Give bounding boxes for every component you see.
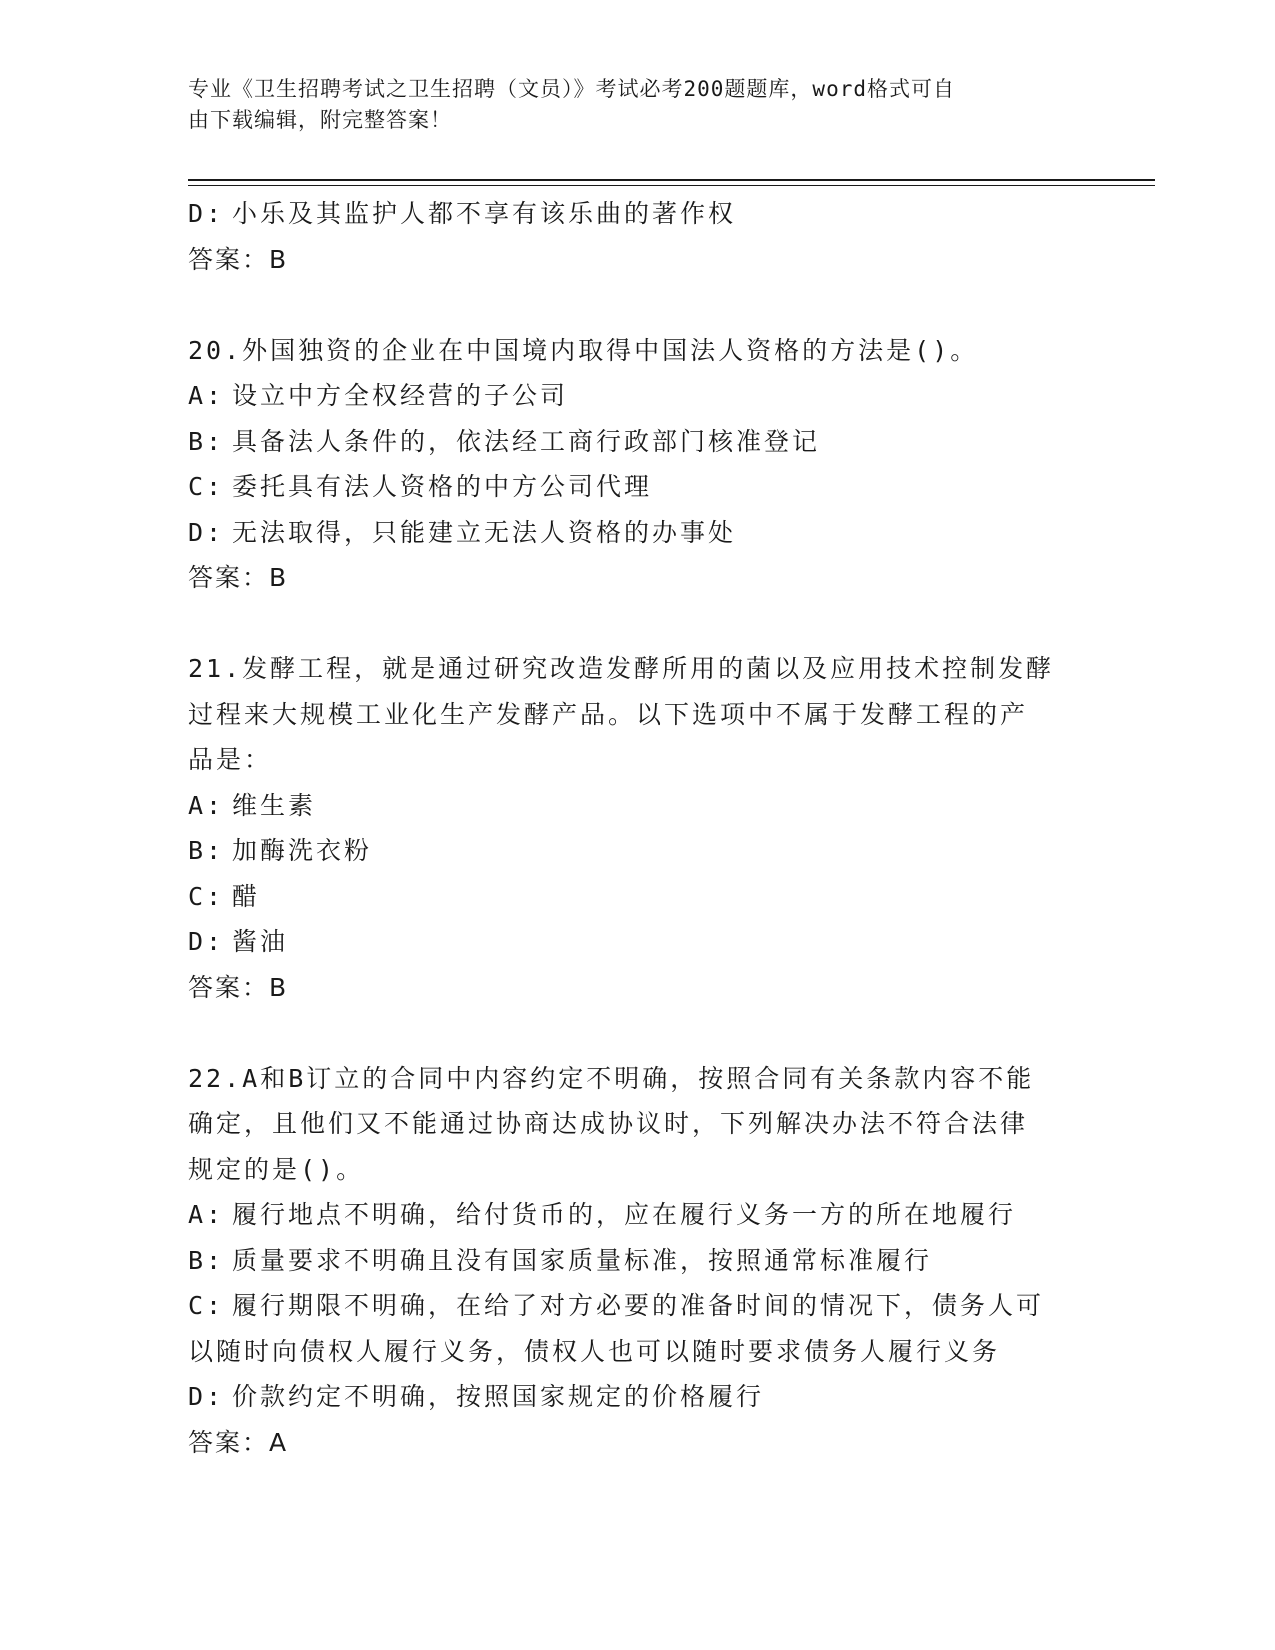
question-text-line-2: 确定，且他们又不能通过协商达成协议时，下列解决办法不符合法律	[188, 1109, 1029, 1138]
option-label: C:	[188, 1291, 225, 1320]
answer-line: 答案：B	[188, 563, 289, 592]
option-text: 委托具有法人资格的中方公司代理	[232, 472, 653, 501]
question-text-line-1: 21.发酵工程，就是通过研究改造发酵所用的菌以及应用技术控制发酵	[188, 654, 1055, 683]
option-d	[188, 191, 1088, 237]
option-text: 具备法人条件的，依法经工商行政部门核准登记	[232, 426, 821, 456]
question-text: 20.外国独资的企业在中国境内取得中国法人资格的方法是()。	[188, 335, 979, 365]
option-label: D:	[188, 199, 225, 228]
answer-line: 答案：B	[188, 244, 289, 274]
option-label: B:	[188, 1245, 225, 1275]
question-text-line-3: 品是：	[188, 745, 273, 774]
option-c	[188, 874, 1088, 920]
option-text: 酱油	[232, 927, 289, 956]
option-a	[188, 783, 1088, 829]
option-text: 履行地点不明确，给付货币的，应在履行义务一方的所在地履行	[232, 1200, 1017, 1229]
option-a	[188, 1192, 1088, 1238]
option-label: A:	[188, 790, 225, 820]
question-list	[188, 191, 1088, 1465]
option-text: 醋	[232, 881, 261, 911]
option-b	[188, 1238, 1088, 1284]
option-text: 加酶洗衣粉	[232, 836, 373, 865]
option-b	[188, 419, 1088, 465]
option-label: D:	[188, 927, 225, 956]
option-a	[188, 373, 1088, 419]
option-label: A:	[188, 1200, 225, 1229]
question-19-tail	[188, 191, 1088, 282]
option-text: 无法取得，只能建立无法人资格的办事处	[232, 517, 737, 547]
option-label: A:	[188, 381, 225, 410]
option-text: 以随时向债权人履行义务，债权人也可以随时要求债务人履行义务	[188, 1336, 1001, 1366]
option-label: D:	[188, 517, 225, 547]
option-b	[188, 828, 1088, 874]
header-divider-thick	[188, 179, 1155, 181]
option-d	[188, 919, 1088, 965]
option-label: C:	[188, 472, 225, 501]
question-21	[188, 646, 1088, 1010]
document-header	[188, 74, 1068, 136]
option-text: 设立中方全权经营的子公司	[232, 381, 569, 410]
spacer	[188, 282, 1088, 328]
option-c	[188, 1283, 1088, 1329]
question-text-line-2: 过程来大规模工业化生产发酵产品。以下选项中不属于发酵工程的产	[188, 699, 1029, 729]
option-label: B:	[188, 426, 225, 456]
header-line-2: 由下载编辑，附完整答案！	[188, 108, 452, 132]
option-text: 履行期限不明确，在给了对方必要的准备时间的情况下，债务人可	[232, 1291, 1045, 1320]
question-text-line-3: 规定的是()。	[188, 1154, 365, 1184]
answer-line: 答案：B	[188, 972, 289, 1002]
option-text: 小乐及其监护人都不享有该乐曲的著作权	[232, 199, 737, 228]
option-c-continued	[188, 1329, 1088, 1375]
option-c	[188, 464, 1088, 510]
question-20	[188, 328, 1088, 601]
option-text: 质量要求不明确且没有国家质量标准，按照通常标准履行	[232, 1245, 933, 1275]
option-label: B:	[188, 836, 225, 865]
option-d	[188, 1374, 1088, 1420]
option-text: 价款约定不明确，按照国家规定的价格履行	[232, 1382, 765, 1411]
option-d	[188, 510, 1088, 556]
spacer	[188, 601, 1088, 647]
spacer	[188, 1010, 1088, 1056]
question-text-line-1: 22.A和B订立的合同中内容约定不明确，按照合同有关条款内容不能	[188, 1063, 1035, 1093]
answer-line: 答案：A	[188, 1427, 289, 1457]
header-divider-thin	[188, 185, 1155, 186]
option-label: D:	[188, 1382, 225, 1411]
option-label: C:	[188, 881, 225, 911]
question-22	[188, 1056, 1088, 1466]
header-line-1: 专业《卫生招聘考试之卫生招聘（文员）》考试必考200题题库，word格式可自	[188, 77, 955, 101]
option-text: 维生素	[232, 790, 317, 820]
